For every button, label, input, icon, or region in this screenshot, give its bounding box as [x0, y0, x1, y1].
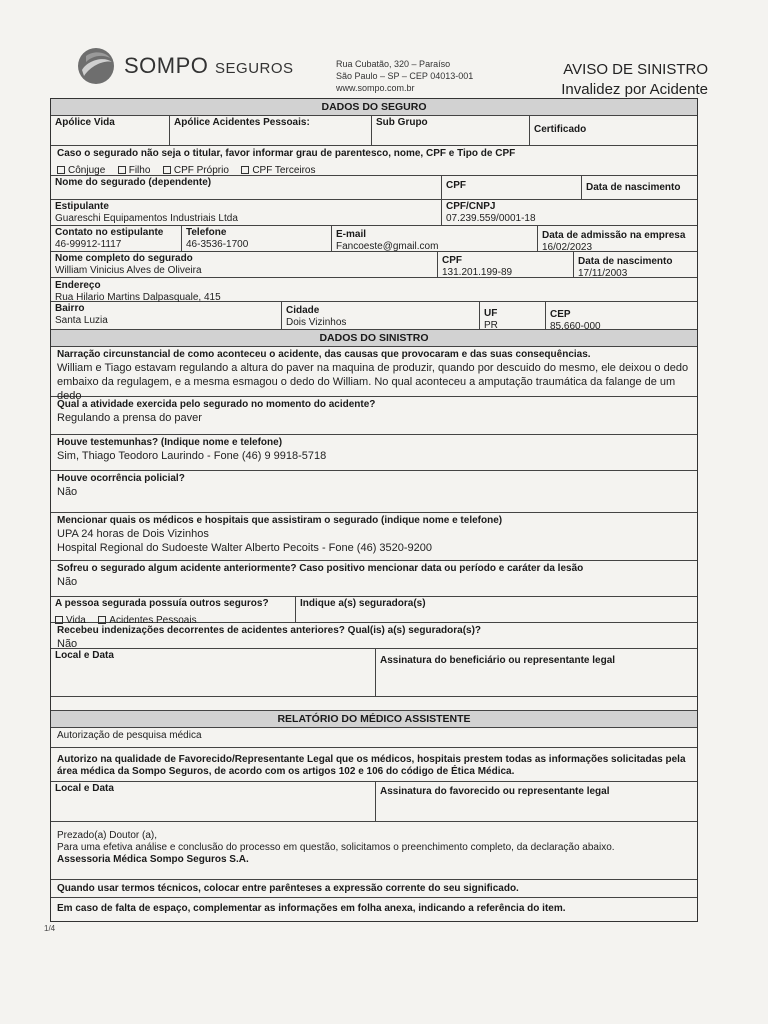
outros-seguros-field	[51, 597, 295, 626]
cpf-label: CPF	[442, 255, 462, 266]
checkbox[interactable]	[163, 166, 171, 174]
apolice-vida-field[interactable]	[51, 116, 169, 145]
autorizacao-label: Autorização de pesquisa médica	[57, 730, 202, 741]
narracao-label: Narração circunstancial de como aconteceu o acidente, das causas que provocaram e das suas consequências.	[57, 349, 591, 360]
local-data-label: Local e Data	[55, 783, 114, 794]
option-vida[interactable]	[55, 615, 86, 626]
company-address	[336, 58, 473, 94]
anterior-value: Não	[57, 576, 78, 588]
seguradoras-label: Indique a(s) seguradora(s)	[300, 598, 426, 609]
medicos-value: Hospital Regional do Sudoeste Walter Alberto Pecoits - Fone (46) 3520-9200	[57, 542, 433, 554]
prezado-text: Prezado(a) Doutor (a),	[57, 830, 158, 841]
autorizo-text: Autorizo na qualidade de Favorecido/Representante Legal que os médicos, hospitais prestem todas as informações solicitadas pela área médica da Sompo Seguros, de acordo com os artigos 102 e 106 do código de Ética Médica.	[57, 754, 686, 777]
certificado-field[interactable]	[529, 116, 697, 145]
cpf-cnpj-value: 07.239.559/0001-18	[446, 213, 536, 224]
atividade-field[interactable]	[51, 396, 697, 434]
policial-value: Não	[57, 486, 78, 498]
claim-form	[50, 98, 698, 922]
nome-dependente-field[interactable]	[51, 176, 441, 199]
address-line: Rua Cubatão, 320 – Paraíso	[336, 59, 451, 69]
endereco-value: Rua Hilario Martins Dalpasquale, 415	[55, 292, 221, 303]
atividade-label: Qual a atividade exercida pelo segurado no momento do acidente?	[57, 399, 376, 410]
title-line: AVISO DE SINISTRO	[563, 61, 708, 78]
contato-value: 46-99912-1117	[55, 239, 122, 250]
narracao-value: William e Tiago estavam regulando a altura do paver na maquina de produzir, quando por descuido do mesmo, ele deixou o dedo embaixo da regulagem, e a mesma esmagou o dedo do William. No qual aconteceu a amputação traumática da falange de um dedo	[57, 362, 689, 402]
nome-completo-field[interactable]	[51, 252, 437, 277]
data-nasc-segurado-field[interactable]	[573, 252, 697, 277]
medicos-field[interactable]	[51, 512, 697, 560]
option-label: CPF Terceiros	[252, 165, 316, 176]
local-data-label: Local e Data	[55, 650, 114, 661]
assinatura-beneficiario-field[interactable]	[375, 649, 697, 696]
website: www.sompo.com.br	[336, 83, 415, 93]
telefone-label: Telefone	[186, 227, 227, 238]
address-line: São Paulo – SP – CEP 04013-001	[336, 71, 474, 81]
cep-field[interactable]	[545, 302, 697, 332]
cep-label: CEP	[550, 309, 571, 320]
estipulante-row	[51, 199, 697, 225]
assinatura-beneficiario-row	[51, 648, 697, 696]
cpf-dependente-field[interactable]	[441, 176, 581, 199]
telefone-value: 46-3536-1700	[186, 239, 249, 250]
assinatura-favorecido-row	[51, 781, 697, 821]
anterior-label: Sofreu o segurado algum acidente anteriormente? Caso positivo mencionar data ou período e caráter da lesão	[57, 563, 584, 574]
option-cpf-terceiros[interactable]	[241, 165, 315, 176]
email-field[interactable]	[331, 226, 537, 251]
checkbox[interactable]	[55, 616, 63, 624]
dependente-row	[51, 175, 697, 199]
anterior-field[interactable]	[51, 560, 697, 596]
endereco-label: Endereço	[55, 280, 101, 291]
nome-dependente-label: Nome do segurado (dependente)	[55, 177, 212, 188]
logo-wordmark	[124, 53, 294, 79]
contato-field[interactable]	[51, 226, 181, 251]
espaco-block	[51, 897, 697, 921]
cidade-field[interactable]	[281, 302, 479, 329]
nome-completo-label: Nome completo do segurado	[55, 253, 193, 264]
apolice-ap-field[interactable]	[169, 116, 371, 145]
uf-label: UF	[484, 308, 498, 319]
sompo-logo	[76, 46, 294, 86]
bairro-label: Bairro	[55, 303, 85, 314]
checkbox[interactable]	[98, 616, 106, 624]
termos-text: Quando usar termos técnicos, colocar entre parênteses a expressão corrente do seu significado.	[57, 883, 519, 894]
atividade-value: Regulando a prensa do paver	[57, 412, 202, 424]
medicos-value: UPA 24 horas de Dois Vizinhos	[57, 528, 209, 540]
testemunhas-label: Houve testemunhas? (Indique nome e telefone)	[57, 437, 283, 448]
checkbox[interactable]	[241, 166, 249, 174]
nome-completo-value: William Vinicius Alves de Oliveira	[55, 265, 202, 276]
autorizacao-block	[51, 727, 697, 747]
apolice-ap-label: Apólice Acidentes Pessoais:	[174, 117, 310, 128]
estipulante-value: Guareschi Equipamentos Industriais Ltda	[55, 213, 238, 224]
spacer	[51, 696, 697, 710]
sub-grupo-field[interactable]	[371, 116, 529, 145]
assinatura-label: Assinatura do favorecido ou representante legal	[380, 786, 610, 797]
estipulante-field[interactable]	[51, 200, 441, 225]
logo-sub: SEGUROS	[215, 60, 294, 77]
checkbox[interactable]	[57, 166, 65, 174]
option-label: Filho	[128, 165, 151, 176]
outros-seguros-options	[55, 610, 291, 628]
bairro-field[interactable]	[51, 302, 281, 329]
indenizacoes-value: Não	[57, 638, 78, 650]
outros-seguros-row	[51, 596, 697, 626]
parentesco-block	[51, 145, 697, 175]
espaco-text: Em caso de falta de espaço, complementar as informações em folha anexa, indicando a referência do item.	[57, 903, 566, 914]
segurado-row	[51, 251, 697, 277]
assessoria-text: Assessoria Médica Sompo Seguros S.A.	[57, 854, 249, 865]
local-data-field[interactable]	[51, 649, 375, 696]
para-uma-text: Para uma efetiva análise e conclusão do processo em questão, solicitamos o preenchimento completo, da declaração abaixo.	[57, 842, 615, 853]
seguradoras-field[interactable]	[295, 597, 697, 622]
carta-block	[51, 821, 697, 879]
endereco-field[interactable]	[51, 277, 697, 301]
cidade-label: Cidade	[286, 305, 320, 316]
option-label: Vida	[66, 615, 86, 626]
policial-field[interactable]	[51, 470, 697, 512]
contato-row	[51, 225, 697, 251]
indenizacoes-label: Recebeu indenizações decorrentes de acidentes anteriores? Qual(is) a(s) seguradora(s)?	[57, 625, 482, 636]
admissao-field[interactable]	[537, 226, 697, 251]
email-label: E-mail	[336, 229, 367, 240]
uf-field[interactable]	[479, 302, 545, 329]
assinatura-favorecido-field[interactable]	[375, 782, 697, 821]
cep-value: 85.660-000	[550, 321, 601, 332]
cpf-value: 131.201.199-89	[442, 267, 513, 278]
data-nasc-dependente-field[interactable]	[581, 176, 697, 199]
sub-grupo-label: Sub Grupo	[376, 117, 428, 128]
telefone-field[interactable]	[181, 226, 331, 251]
section-dados-sinistro: DADOS DO SINISTRO	[51, 329, 697, 346]
option-label: Acidentes Pessoais	[109, 615, 197, 626]
policy-row	[51, 115, 697, 145]
outros-seguros-label: A pessoa segurada possuía outros seguros?	[55, 598, 269, 609]
assinatura-label: Assinatura do beneficiário ou representante legal	[380, 655, 616, 666]
option-conjuge[interactable]	[57, 165, 105, 176]
logo-name: SOMPO	[124, 53, 209, 78]
testemunhas-value: Sim, Thiago Teodoro Laurindo - Fone (46) 9 9918-5718	[57, 450, 327, 462]
email-value: Fancoeste@gmail.com	[336, 241, 439, 252]
page-number: 1/4	[44, 924, 56, 933]
option-filho[interactable]	[118, 165, 151, 176]
option-label: Cônjuge	[68, 165, 106, 176]
parentesco-label: Caso o segurado não seja o titular, favor informar grau de parentesco, nome, CPF e Tipo de CPF	[57, 148, 516, 159]
data-nasc-label: Data de nascimento	[578, 256, 673, 267]
bairro-value: Santa Luzia	[55, 315, 108, 326]
apolice-vida-label: Apólice Vida	[55, 117, 115, 128]
cidade-value: Dois Vizinhos	[286, 317, 347, 328]
termos-block	[51, 879, 697, 897]
cpf-cnpj-label: CPF/CNPJ	[446, 201, 496, 212]
contato-label: Contato no estipulante	[55, 227, 164, 238]
option-cpf-proprio[interactable]	[163, 165, 229, 176]
checkbox[interactable]	[118, 166, 126, 174]
admissao-label: Data de admissão na empresa	[542, 230, 686, 241]
testemunhas-field[interactable]	[51, 434, 697, 470]
narracao-field[interactable]	[51, 346, 697, 402]
cpf-cnpj-field[interactable]	[441, 200, 697, 225]
cpf-segurado-field[interactable]	[437, 252, 573, 277]
subtitle-line: Invalidez por Acidente	[561, 81, 708, 98]
option-acidentes-pessoais[interactable]	[98, 615, 196, 626]
estipulante-label: Estipulante	[55, 201, 109, 212]
admissao-value: 16/02/2023	[542, 242, 593, 253]
uf-value: PR	[484, 320, 498, 331]
document-title	[548, 60, 708, 100]
policial-label: Houve ocorrência policial?	[57, 473, 185, 484]
local-data-field[interactable]	[51, 782, 375, 821]
cpf-label: CPF	[446, 180, 466, 191]
autorizo-block	[51, 747, 697, 781]
medicos-label: Mencionar quais os médicos e hospitais que assistiram o segurado (indique nome e telefone)	[57, 515, 503, 526]
option-label: CPF Próprio	[173, 165, 229, 176]
bairro-row	[51, 301, 697, 332]
data-nasc-label: Data de nascimento	[586, 182, 681, 193]
section-dados-seguro: DADOS DO SEGURO	[51, 99, 697, 115]
section-relatorio-medico: RELATÓRIO DO MÉDICO ASSISTENTE	[51, 710, 697, 727]
sompo-globe-icon	[76, 46, 116, 86]
data-nasc-value: 17/11/2003	[578, 268, 628, 279]
certificado-label: Certificado	[534, 124, 587, 135]
